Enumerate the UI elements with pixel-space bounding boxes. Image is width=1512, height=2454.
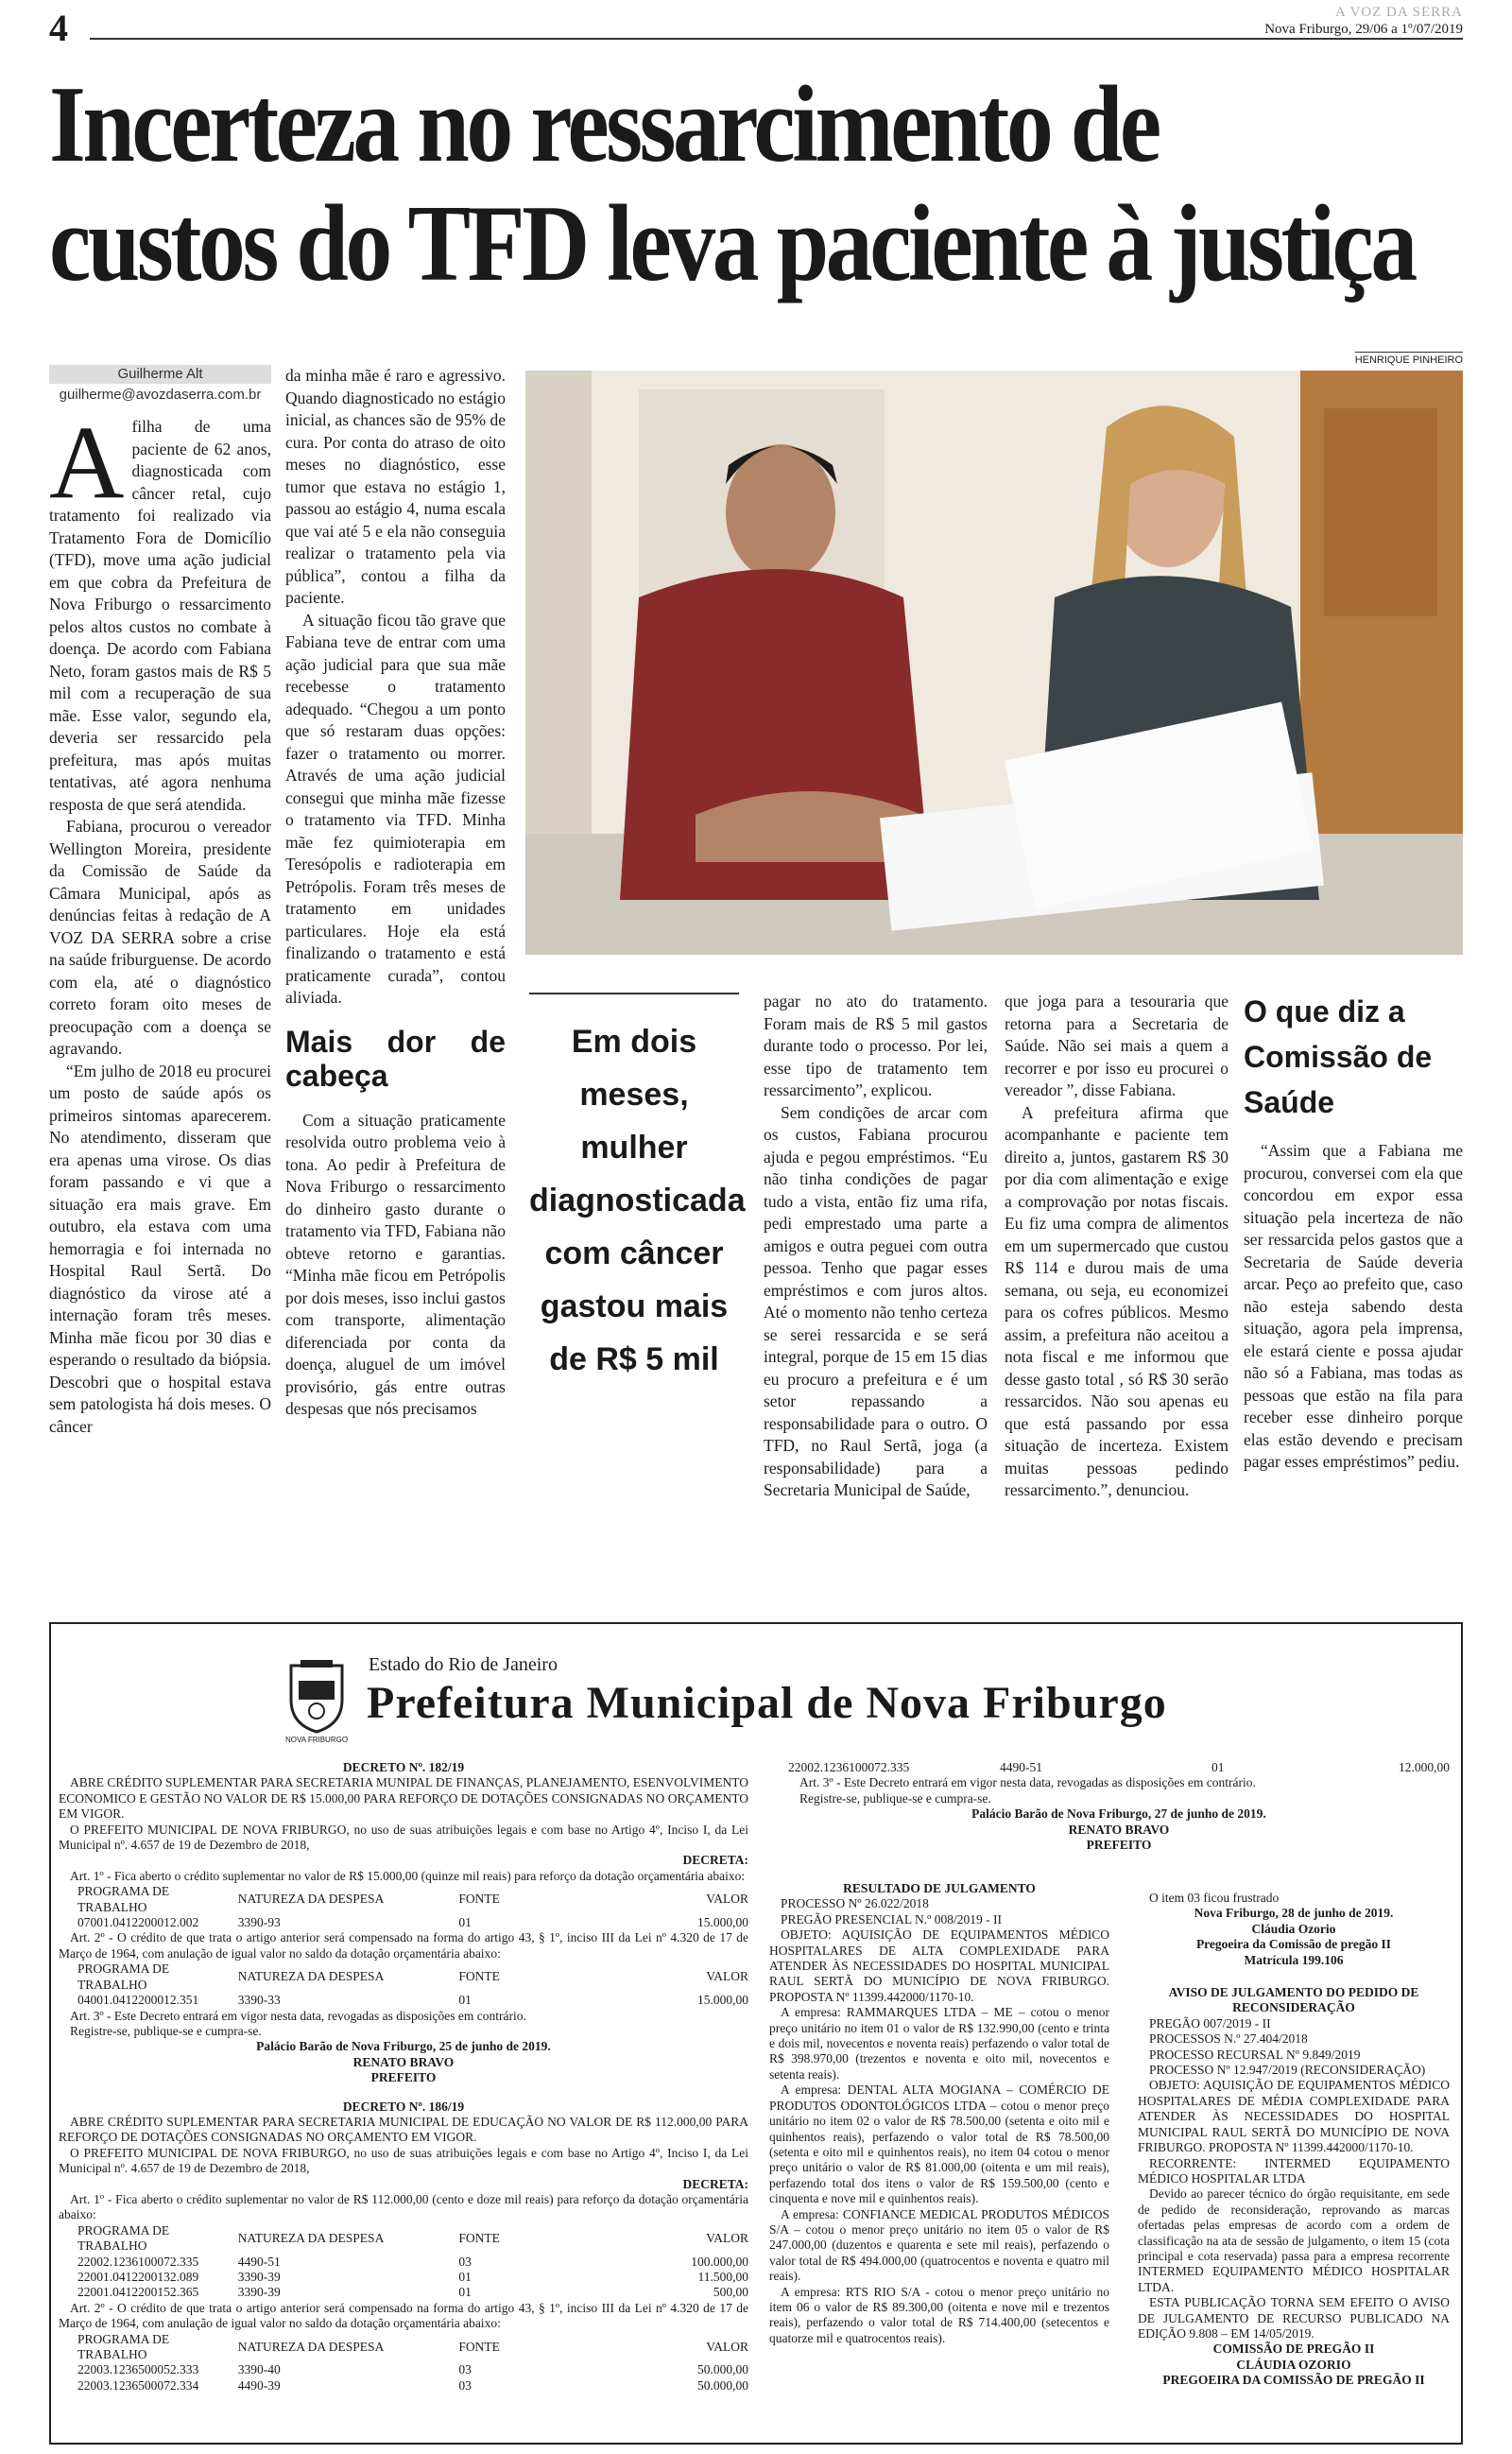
notice-paragraph: ESTA PUBLICAÇÃO TORNA SEM EFEITO O AVISO DE JULGAMENTO DE RECURSO PUBLICADO NA EDIÇÃO 9.808 – EM 14/05/2019. [1138, 2295, 1450, 2341]
headline-line1: Incerteza no ressarcimento de [49, 64, 1159, 185]
result-line: PROCESSO Nº 26.022/2018 [781, 1896, 929, 1911]
subheading: Mais dor de cabeça [285, 1024, 506, 1093]
result-line: PREGÃO PRESENCIAL N.º 008/2019 - II [781, 1911, 1002, 1927]
table-cell: 07001.0412200012.002 [77, 1915, 199, 1930]
decree-186-table2 [59, 2332, 748, 2394]
notice-signature: PREGOEIRA DA COMISSÃO DE PREGÃO II [1162, 2373, 1425, 2388]
paragraph: Com a situação praticamente resolvida outro problema veio à tona. Ao pedir à Prefeitura de Nova Friburgo o ressarcimento do dinheiro gasto durante o tratamento via TFD, Fabiana não obteve retorno e garantias. “Minha mãe ficou em Petrópolis por dois meses, isso inclui gastos com transporte, alimentação diferenciada por conta da doença, aluguel de um imóvel provisório, gás entre outras despesas que nós precisamos [285, 1110, 506, 1418]
table-cell: 50.000,00 [697, 2362, 748, 2377]
result-title: RESULTADO DE JULGAMENTO [843, 1881, 1036, 1895]
result-paragraph: A empresa: RAMMARQUES LTDA – ME – cotou o menor preço unitário no item 01 o valor de R$ 132.990,00 (cento e trinta e dois mil, novecentos e noventa reais) perfazendo o valor total de R$ 398.970,00 (trezentos e noventa e oito mil, novecentos e setenta reais). [769, 2005, 1109, 2082]
state-name: Estado do Rio de Janeiro [369, 1654, 558, 1675]
table-header [59, 1961, 748, 1993]
table-cell: 15.000,00 [697, 1915, 748, 1930]
coat-of-arms-label: NOVA FRIBURGO [284, 1736, 349, 1744]
table-cell: 22003.1236500052.333 [77, 2362, 199, 2377]
decreta-label: DECRETA: [682, 2176, 748, 2191]
decree-182-mayor: RENATO BRAVO [352, 2054, 455, 2069]
table-row [59, 2285, 748, 2300]
decree-186-mayor-role: PREFEITO [1086, 1838, 1152, 1853]
notice-signature: CLÁUDIA OZORIO [1236, 2357, 1351, 2372]
judgment-result-column [769, 1881, 1109, 2346]
table-cell: 22003.1236500072.334 [77, 2377, 199, 2393]
table-cell: 01 [458, 1993, 472, 2008]
decree-186-art1: Art. 1º - Fica aberto o crédito suplementar no valor de R$ 112.000,00 (cento e doze mil reais) para reforço da dotação orçamentária abaixo: [59, 2191, 748, 2222]
pull-quote: Em dois meses, mulher diagnosticada com câncer gastou mais de R$ 5 mil [529, 993, 739, 1386]
article-column-2 [285, 365, 506, 1421]
prefecture-title: Prefeitura Municipal de Nova Friburgo [367, 1678, 1167, 1728]
decree-186-mayor: RENATO BRAVO [1068, 1822, 1170, 1837]
table-row [59, 2270, 748, 2285]
result-paragraph: A empresa: DENTAL ALTA MOGIANA – COMÉRCIO DE PRODUTOS ODONTOLÓGICOS LTDA – cotou o menor preço unitário no item 02 o valor de R$ 78.500,00 (setenta e oito mil e quinhentos reais), perfazendo o valor total de R$ 78.500,00 (setenta e oito mil e quinhentos reais), no item 04 cotou o menor preço unitário o valor de R$ 81.000,00 (oitenta e um mil reais), perfazendo total dos itens o valor de R$ 159.500,00 (cento e cinquenta e nove mil e quinhentos reais). [769, 2082, 1109, 2206]
result-signer: Cláudia Ozorio [1251, 1921, 1336, 1936]
decree-182-art2: Art. 2º - O crédito de que trata o artigo anterior será compensado na forma do artigo 43, § 1º, inciso III da Lei nº 4.320 de 17 de Março de 1964, com anulação de igual valor no saldo da dotação orçamentária abaixo: [59, 1930, 748, 1961]
decree-column-left [59, 1760, 748, 2394]
decree-182-art1: Art. 1º - Fica aberto o crédito suplementar no valor de R$ 15.000,00 (quinze mil reais) para reforço da dotação orçamentária abaixo: [70, 1868, 746, 1883]
table-cell: 3390-33 [237, 1993, 281, 2008]
masthead-name: A VOZ DA SERRA [1335, 5, 1463, 20]
table-cell: 4490-51 [237, 2254, 281, 2269]
author-email: guilherme@avozdaserra.com.br [59, 387, 262, 403]
table-cell: 3390-93 [237, 1915, 281, 1930]
photo-credit: HENRIQUE PINHEIRO [1355, 352, 1463, 366]
legal-notice-box [49, 1622, 1463, 2445]
decree-186-art3: Art. 3º - Este Decreto entrará em vigor nesta data, revogadas as disposições em contrário. [799, 1775, 1256, 1790]
paragraph: que joga para a tesouraria que retorna para a Secretaria de Saúde. Não sei mais a quem a recorrer e por isso eu procurei o vereador ”, disse Fabiana. [1005, 992, 1228, 1099]
headline-line2: custos do TFD leva paciente à justiça [49, 183, 1415, 304]
paragraph: A prefeitura afirma que acompanhante e paciente tem direito a, juntos, gastarem R$ 30 por dia com alimentação e exige a comprovação por notas fiscais. Eu fiz uma compra de alimentos em um supermercado que custou R$ 114 e durou mais de uma semana, ou seja, eu economizei para os cofres públicos. Mesmo assim, a prefeitura não aceitou a nota fiscal e me informou que desse gasto total , só R$ 30 serão ressarcidos. Não sou apenas eu que está passando por essa situação de incerteza. Existem muitas pessoas pedindo ressarcimento.”, denunciou. [1005, 1102, 1228, 1499]
table-cell: 11.500,00 [697, 2270, 748, 2284]
sidebar-heading: O que diz a Comissão de Saúde [1244, 994, 1433, 1119]
table-header-cell: FONTE [458, 2230, 500, 2245]
paragraph: Fabiana, procurou o vereador Wellington Moreira, presidente da Comissão de Saúde da Câmara Municipal, após as denúncias feitas à redação de A VOZ DA SERRA sobre a crise na saúde friburguense. De acordo com ela, até o diagnóstico correto foram oito meses de preocupação com a doença se agravando. [49, 817, 271, 1058]
result-object: OBJETO: AQUISIÇÃO DE EQUIPAMENTOS MÉDICO HOSPITALARES DE ALTA COMPLEXIDADE PARA ATENDER ÀS NECESSIDADES DO HOSPITAL MUNICIPAL RAUL SERTÃ DO MUNICÍPIO DE NOVA FRIBURGO. PROPOSTA Nº 11399.442000/1170-10. [769, 1927, 1109, 2004]
photo-illustration [525, 371, 1463, 955]
decree-186-table1 [59, 2223, 748, 2301]
table-cell: 01 [458, 2270, 472, 2284]
notice-line: PROCESSO Nº 12.947/2019 (RECONSIDERAÇÃO) [1149, 2063, 1426, 2078]
table-header-cell: PROGRAMA DE TRABALHO [77, 2222, 170, 2254]
table-cell: 01 [458, 2285, 472, 2300]
table-cell: 22001.0412200152.365 [77, 2285, 199, 2300]
table-header-cell: VALOR [706, 2339, 748, 2354]
table-header [59, 2223, 748, 2255]
table-row [59, 2255, 748, 2270]
decree-182-title: DECRETO Nº. 182/19 [342, 1760, 465, 1774]
table-cell: 22002.1236100072.335 [788, 1760, 910, 1774]
table-cell: 3390-39 [237, 2285, 281, 2300]
table-header-cell: VALOR [706, 1969, 748, 1984]
dateline: Nova Friburgo, 29/06 a 1º/07/2019 [1264, 22, 1463, 37]
notice-title: AVISO DE JULGAMENTO DO PEDIDO DE RECONSIDERAÇÃO [1168, 1985, 1419, 2015]
page-number: 4 [49, 7, 68, 49]
paragraph: Sem condições de arcar com os custos, Fabiana procurou ajuda e pegou empréstimos. “Eu não tinha condições de pagar tudo a vista, então fiz uma rifa, pedi emprestado uma parte a amigos e outra peguei com outra pessoa. Tenho que pagar esses empréstimos e com juros altos. Até o momento não tenho certeza se serei ressarcida e se será integral, porque de 15 em 15 dias eu procuro a prefeitura e é um setor repassando a responsabilidade para o outro. O TFD, no Raul Sertã, joga (a responsabilidade) para a Secretaria Municipal de Saúde, [764, 1102, 988, 1499]
decree-186-art2: Art. 2º - O crédito de que trata o artigo anterior será compensado na forma do artigo 43, § 1º, inciso III da Lei nº 4.320 de 17 de Março de 1964, com anulação de igual valor no saldo da dotação orçamentária abaixo: [59, 2300, 748, 2331]
notice-object: OBJETO: AQUISIÇÃO DE EQUIPAMENTOS MÉDICO HOSPITALARES DE MÉDIA COMPLEXIDADE PARA ATENDER ÀS NECESSIDADES DO HOSPITAL MUNICIPAL RAUL SERTÃ DO MUNICÍPIO DE NOVA FRIBURGO. PROPOSTA Nº 11399.442000/1170-10. [1138, 2078, 1450, 2155]
table-cell: 22002.1236100072.335 [77, 2254, 199, 2269]
notice-line: PREGÃO 007/2019 - II [1149, 2015, 1271, 2031]
decree-186-palace-date: Palácio Barão de Nova Friburgo, 27 de junho de 2019. [971, 1806, 1266, 1822]
table-header-cell: VALOR [706, 2230, 748, 2245]
table-cell: 12.000,00 [1399, 1760, 1450, 1774]
decree-186-continuation [788, 1760, 1450, 1853]
coat-of-arms-icon [278, 1658, 355, 1736]
paragraph: “Assim que a Fabiana me procurou, conversei com ela que concordou em expor essa situação pela incerteza de não ser ressarcida pelos gastos que a Secretaria de Saúde deveria arcar. Peço ao prefeito que, caso não esteja sabendo desta situação, agora pela imprensa, ele estará ciente e possa ajudar não só a Fabiana, mas todas as pessoas que estão na fila para receber esse dinheiro porque elas estão devendo e precisam pagar esses empréstimos” pediu. [1244, 1141, 1463, 1471]
table-cell: 4490-39 [237, 2377, 281, 2393]
result-signer-id: Matrícula 199.106 [1244, 1952, 1344, 1967]
table-cell: 03 [458, 2362, 472, 2377]
result-date: Nova Friburgo, 28 de junho de 2019. [1194, 1906, 1394, 1921]
decree-182-mayor-role: PREFEITO [370, 2070, 437, 2085]
table-cell: 04001.0412200012.351 [77, 1993, 199, 2008]
article-column-1 [49, 405, 271, 1438]
paragraph: pagar no ato do tratamento. Foram mais de R$ 5 mil gastos durante todo o processo. Por lei, esse tipo de tratamento tem ressarcimento”, explicou. [764, 992, 988, 1099]
table-header [59, 2332, 748, 2363]
table-header-cell: PROGRAMA DE TRABALHO [77, 1884, 170, 1914]
table-row [59, 2378, 748, 2394]
notice-line: PROCESSO RECURSAL Nº 9.849/2019 [1149, 2047, 1361, 2062]
table-cell: 4490-51 [1000, 1760, 1042, 1774]
decree-182-ementa: ABRE CRÉDITO SUPLEMENTAR PARA SECRETARIA MUNIPAL DE FINANÇAS, PLANEJAMENTO, ESENVOLVIMENTO ECONOMICO E GESTÃO NO VALOR DE R$ 15.000,00 PARA REFORÇO DE DOTAÇÕES CONSIGNADAS NO ORÇAMENTO EM VIGOR. [59, 1775, 748, 1822]
article-column-3 [764, 991, 988, 1502]
decree-186-preamble: O PREFEITO MUNICIPAL DE NOVA FRIBURGO, no uso de suas atribuições legais e com base no Artigo 4º, Inciso I, da Lei Municipal nº. 4.657 de 19 de Dezembro de 2018, [59, 2145, 748, 2176]
table-header-cell: FONTE [458, 2339, 500, 2354]
table-header-cell: NATUREZA DA DESPESA [237, 1969, 385, 1984]
paragraph: “Em julho de 2018 eu procurei um posto de saúde após os primeiros sintomas aparecerem. No atendimento, disseram que era apenas uma virose. Os dias foram passando e vi que a situação era mais grave. Em outubro, ela estava com uma hemorragia e foi internada no Hospital Raul Sertã. Do diagnóstico da virose até a internação foram três meses. Minha mãe ficou por 30 dias e esperando o resultado da biópsia. Descobri que o hospital estava sem patologista há dois meses. O câncer [49, 1061, 271, 1436]
paragraph: da minha mãe é raro e agressivo. Quando diagnosticado no estágio inicial, as chances são de 95% de cura. Por conta do atraso de oito meses no diagnóstico, esse tumor que estava no estágio 1, passou ao estágio 4, numa escala que vai até 5 e ela não conseguia realizar o tratamento pela via pública”, contou a filha da paciente. [285, 366, 506, 607]
decree-182-table2 [59, 1961, 748, 2008]
table-cell: 100.000,00 [691, 2254, 748, 2269]
decree-186-title: DECRETO Nº. 186/19 [342, 2099, 465, 2114]
header-rule [90, 38, 1463, 40]
table-cell: 15.000,00 [697, 1993, 748, 2008]
reconsideration-column [1138, 1891, 1450, 2389]
drop-cap: A [49, 405, 125, 520]
article-photo [525, 371, 1463, 955]
paragraph: filha de uma paciente de 62 anos, diagnosticada com câncer retal, cujo tratamento foi realizado via Tratamento Fora de Domicílio (TFD), move uma ação judicial em que cobra da Prefeitura de Nova Friburgo o ressarcimento pelos altos custos no combate à doença. De acordo com Fabiana Neto, foram gastos mais de R$ 5 mil com a recuperação de sua mãe. Esse valor, segundo ela, deveria ser ressarcido pela prefeitura, mas após muitas tentativas, até agora nenhuma resposta de que será atendida. [49, 417, 271, 814]
table-header-cell: NATUREZA DA DESPESA [237, 1892, 385, 1907]
table-header-cell: FONTE [458, 1969, 500, 1984]
table-row [59, 2362, 748, 2377]
headline [49, 64, 1415, 304]
decree-182-registre: Registre-se, publique-se e cumpra-se. [70, 2023, 262, 2038]
decree-186-registre: Registre-se, publique-se e cumpra-se. [799, 1790, 991, 1806]
table-header-cell: FONTE [458, 1892, 500, 1907]
table-row [788, 1760, 1450, 1775]
table-cell: 500,00 [713, 2285, 748, 2300]
table-header-cell: PROGRAMA DE TRABALHO [77, 1961, 170, 1992]
result-paragraph: A empresa: CONFIANCE MEDICAL PRODUTOS MÉDICOS S/A – cotou o menor preço unitário no item 05 o valor de R$ 247.000,00 (duzentos e quarenta e sete mil reais), perfazendo o valor total de R$ 494.000,00 (quatrocentos e noventa e quatro mil reais). [769, 2206, 1109, 2284]
paragraph: A situação ficou tão grave que Fabiana teve de entrar com uma ação judicial para que sua mãe recebesse o tratamento adequado. “Chegou a um ponto que só restaram duas opções: fazer o tratamento ou morrer. Através de uma ação judicial consegui que minha mãe fizesse o tratamento via TFD. Minha mãe fez quimioterapia em Teresópolis e radioterapia em Petrópolis. Foram três meses de tratamento em unidades particulares. Hoje ela está finalizando o tratamento e está praticamente curada”, contou aliviada. [285, 610, 506, 1007]
byline [49, 365, 271, 406]
table-cell: 03 [458, 2254, 472, 2269]
decree-182-art3: Art. 3º - Este Decreto entrará em vigor nesta data, revogadas as disposições em contrário. [70, 2008, 526, 2023]
result-paragraph: A empresa: RTS RIO S/A - cotou o menor preço unitário no item 06 o valor de R$ 89.300,00 (oitenta e nove mil e trezentos reais), perfazendo o valor total de R$ 714.400,00 (setecentos e quatorze mil e quatrocentos reais). [769, 2284, 1109, 2345]
notice-paragraph: Devido ao parecer técnico do órgão requisitante, em sede de pedido de reconsideração, reprovando as marcas ofertadas pelas empresas de acordo com a ordem de classificação na ata de sessão de julgamento, o item 15 (cota principal e cota reservada) passa para a empresa recorrente INTERMED EQUIPAMENTO MÉDICO HOSPITALAR LTDA. [1138, 2186, 1450, 2294]
table-row [59, 1993, 748, 2008]
decree-186-ementa: ABRE CRÉDITO SUPLEMENTAR PARA SECRETARIA MUNICIPAL DE EDUCAÇÃO NO VALOR DE R$ 112.000,00 PARA REFORÇO DE DOTAÇÕES CONSIGNADAS NO ORÇAMENTO EM VIGOR. [59, 2114, 748, 2145]
table-cell: 01 [1211, 1760, 1225, 1774]
notice-line: PROCESSOS N.º 27.404/2018 [1149, 2031, 1308, 2047]
table-cell: 01 [458, 1915, 472, 1930]
decree-186-table3 [788, 1760, 1450, 1775]
result-signer-role: Pregoeira da Comissão de pregão II [1195, 1937, 1392, 1952]
table-header-cell: NATUREZA DA DESPESA [237, 2230, 385, 2245]
table-cell: 22001.0412200132.089 [77, 2270, 199, 2284]
frustrated-item: O item 03 ficou frustrado [1149, 1891, 1280, 1905]
sidebar-text [1244, 1140, 1463, 1474]
table-cell: 3390-39 [237, 2270, 281, 2284]
table-cell: 50.000,00 [697, 2377, 748, 2393]
table-header [59, 1884, 748, 1915]
table-header-cell: PROGRAMA DE TRABALHO [77, 2331, 170, 2362]
table-cell: 3390-40 [237, 2362, 281, 2377]
notice-signature: COMISSÃO DE PREGÃO II [1212, 2342, 1375, 2357]
author-name: Guilherme Alt [49, 365, 271, 384]
decreta-label: DECRETA: [682, 1853, 748, 1868]
decree-182-preamble: O PREFEITO MUNICIPAL DE NOVA FRIBURGO, no uso de suas atribuições legais e com base no Artigo 4º, Inciso I, da Lei Municipal nº. 4.657 de 19 de Dezembro de 2018, [59, 1822, 748, 1853]
decree-182-table1 [59, 1884, 748, 1930]
notice-appellant: RECORRENTE: INTERMED EQUIPAMENTO MÉDICO HOSPITALAR LTDA [1138, 2155, 1450, 2186]
decree-182-palace-date: Palácio Barão de Nova Friburgo, 25 de junho de 2019. [256, 2039, 551, 2054]
table-header-cell: VALOR [706, 1892, 748, 1907]
table-cell: 03 [458, 2377, 472, 2393]
article-column-4 [1005, 991, 1228, 1502]
masthead [1264, 4, 1463, 38]
table-row [59, 1915, 748, 1930]
table-header-cell: NATUREZA DA DESPESA [237, 2339, 385, 2354]
